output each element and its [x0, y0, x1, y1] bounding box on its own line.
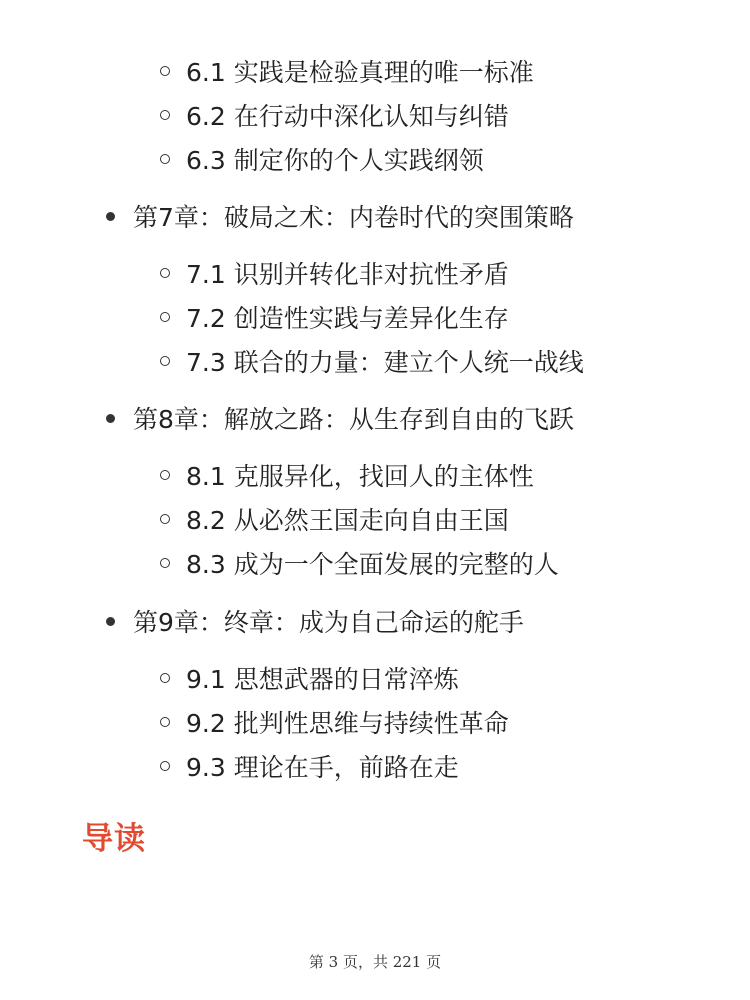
toc-subsection-7-2[interactable]: [160, 297, 509, 337]
hollow-bullet-icon: [160, 356, 170, 366]
section-heading: 导读: [82, 821, 146, 857]
hollow-bullet-icon: [160, 66, 170, 76]
hollow-bullet-icon: [160, 558, 170, 568]
toc-subsection-8-2[interactable]: [160, 499, 509, 539]
toc-chapter-7[interactable]: [106, 196, 574, 236]
toc-subsection-label: 9.2 批判性思维与持续性革命: [186, 709, 509, 738]
toc-chapter-8[interactable]: [106, 398, 574, 438]
toc-subsection-8-1[interactable]: [160, 455, 534, 495]
toc-chapter-label: 第9章：终章：成为自己命运的舵手: [133, 608, 524, 637]
toc-subsection-label: 9.3 理论在手，前路在走: [186, 753, 459, 782]
hollow-bullet-icon: [160, 717, 170, 727]
toc-subsection-label: 7.3 联合的力量：建立个人统一战线: [186, 348, 584, 377]
toc-chapter-9[interactable]: [106, 601, 524, 641]
toc-subsection-label: 8.3 成为一个全面发展的完整的人: [186, 550, 559, 579]
toc-subsection-label: 7.1 识别并转化非对抗性矛盾: [186, 260, 509, 289]
toc-subsection-7-3[interactable]: [160, 341, 584, 381]
filled-bullet-icon: [106, 617, 115, 626]
toc-subsection-9-2[interactable]: [160, 702, 509, 742]
hollow-bullet-icon: [160, 154, 170, 164]
toc-subsection-label: 6.1 实践是检验真理的唯一标准: [186, 58, 534, 87]
toc-chapter-label: 第8章：解放之路：从生存到自由的飞跃: [133, 405, 574, 434]
toc-subsection-6-2[interactable]: [160, 95, 509, 135]
toc-subsection-label: 8.1 克服异化，找回人的主体性: [186, 462, 534, 491]
toc-subsection-6-1[interactable]: [160, 51, 534, 91]
toc-subsection-6-3[interactable]: [160, 139, 484, 179]
filled-bullet-icon: [106, 212, 115, 221]
toc-subsection-8-3[interactable]: [160, 543, 559, 583]
toc-subsection-label: 8.2 从必然王国走向自由王国: [186, 506, 509, 535]
toc-subsection-label: 6.3 制定你的个人实践纲领: [186, 146, 484, 175]
hollow-bullet-icon: [160, 470, 170, 480]
toc-subsection-label: 7.2 创造性实践与差异化生存: [186, 304, 509, 333]
toc-subsection-label: 9.1 思想武器的日常淬炼: [186, 665, 459, 694]
hollow-bullet-icon: [160, 268, 170, 278]
toc-subsection-9-1[interactable]: [160, 658, 459, 698]
toc-subsection-7-1[interactable]: [160, 253, 509, 293]
hollow-bullet-icon: [160, 110, 170, 120]
hollow-bullet-icon: [160, 673, 170, 683]
filled-bullet-icon: [106, 414, 115, 423]
toc-subsection-9-3[interactable]: [160, 746, 459, 786]
page-number-footer: 第 3 页，共 221 页: [308, 953, 442, 971]
hollow-bullet-icon: [160, 761, 170, 771]
toc-chapter-label: 第7章：破局之术：内卷时代的突围策略: [133, 203, 574, 232]
hollow-bullet-icon: [160, 514, 170, 524]
hollow-bullet-icon: [160, 312, 170, 322]
toc-subsection-label: 6.2 在行动中深化认知与纠错: [186, 102, 509, 131]
